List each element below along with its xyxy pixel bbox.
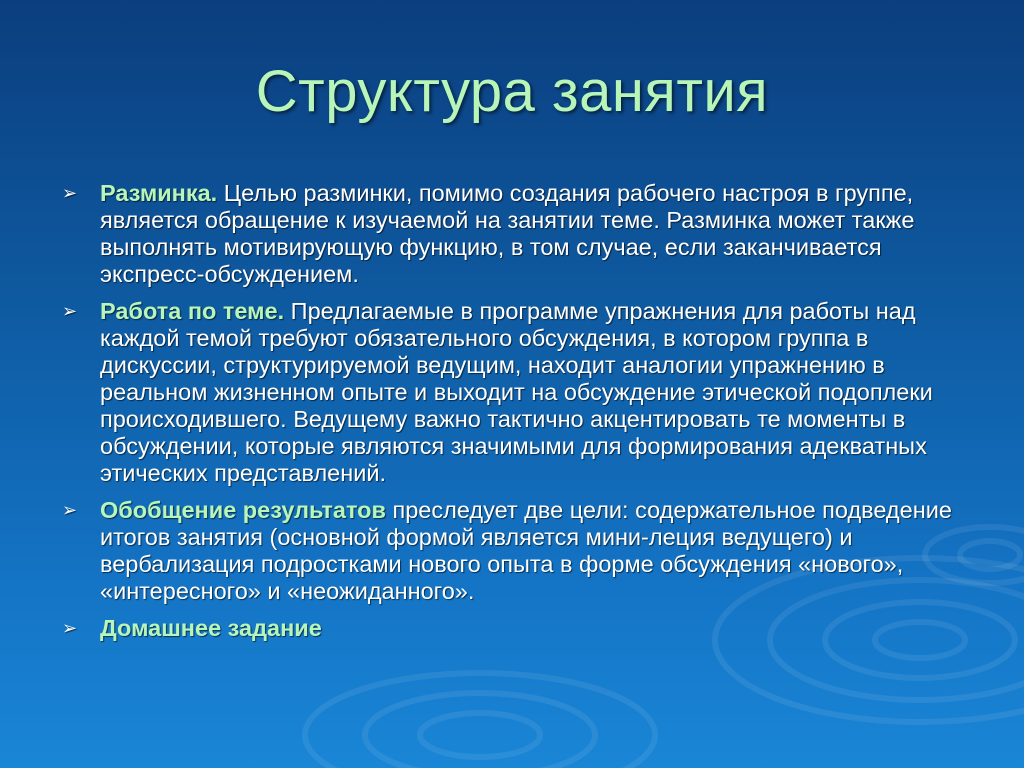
list-item-warmup (60, 180, 965, 288)
list-item-summary (60, 497, 965, 605)
item-text: Целью разминки, помимо создания рабочего настроя в группе, является обращение к изучаемой на занятии теме. Разминка может также выполнять мотивирующую функцию, в том случае, если заканчивается экспресс-обсуждением. (100, 180, 915, 287)
bullet-list (60, 180, 965, 652)
arrow-bullet-icon: ➢ (62, 301, 78, 321)
item-heading: Домашнее задание (100, 615, 322, 641)
item-text: Предлагаемые в программе упражнения для работы над каждой темой требуют обязательного обсуждения, в котором группа в дискуссии, структурируемой ведущим, находит аналогии упражнению в реальном жизненном опыте и выходит на обсуждение этической подоплеки происходившего. Ведущему важно тактично акцентировать те моменты в обсуждении, которые являются значимыми для формирования адекватных этических представлений. (100, 298, 933, 486)
arrow-bullet-icon: ➢ (62, 618, 78, 638)
arrow-bullet-icon: ➢ (62, 500, 78, 520)
item-heading: Работа по теме. (100, 298, 285, 324)
item-heading: Обобщение результатов (100, 497, 386, 523)
list-item-topic-work (60, 298, 965, 487)
list-item-homework (60, 615, 965, 642)
arrow-bullet-icon: ➢ (62, 183, 78, 203)
item-text: преследует две цели: содержательное подведение итогов занятия (основной формой является мини-леция ведущего) и вербализация подростками нового опыта в форме обсуждения «нового», «интересного» и «неожиданного». (100, 497, 952, 604)
slide-title: Структура занятия (255, 59, 769, 124)
item-heading: Разминка. (100, 180, 218, 206)
